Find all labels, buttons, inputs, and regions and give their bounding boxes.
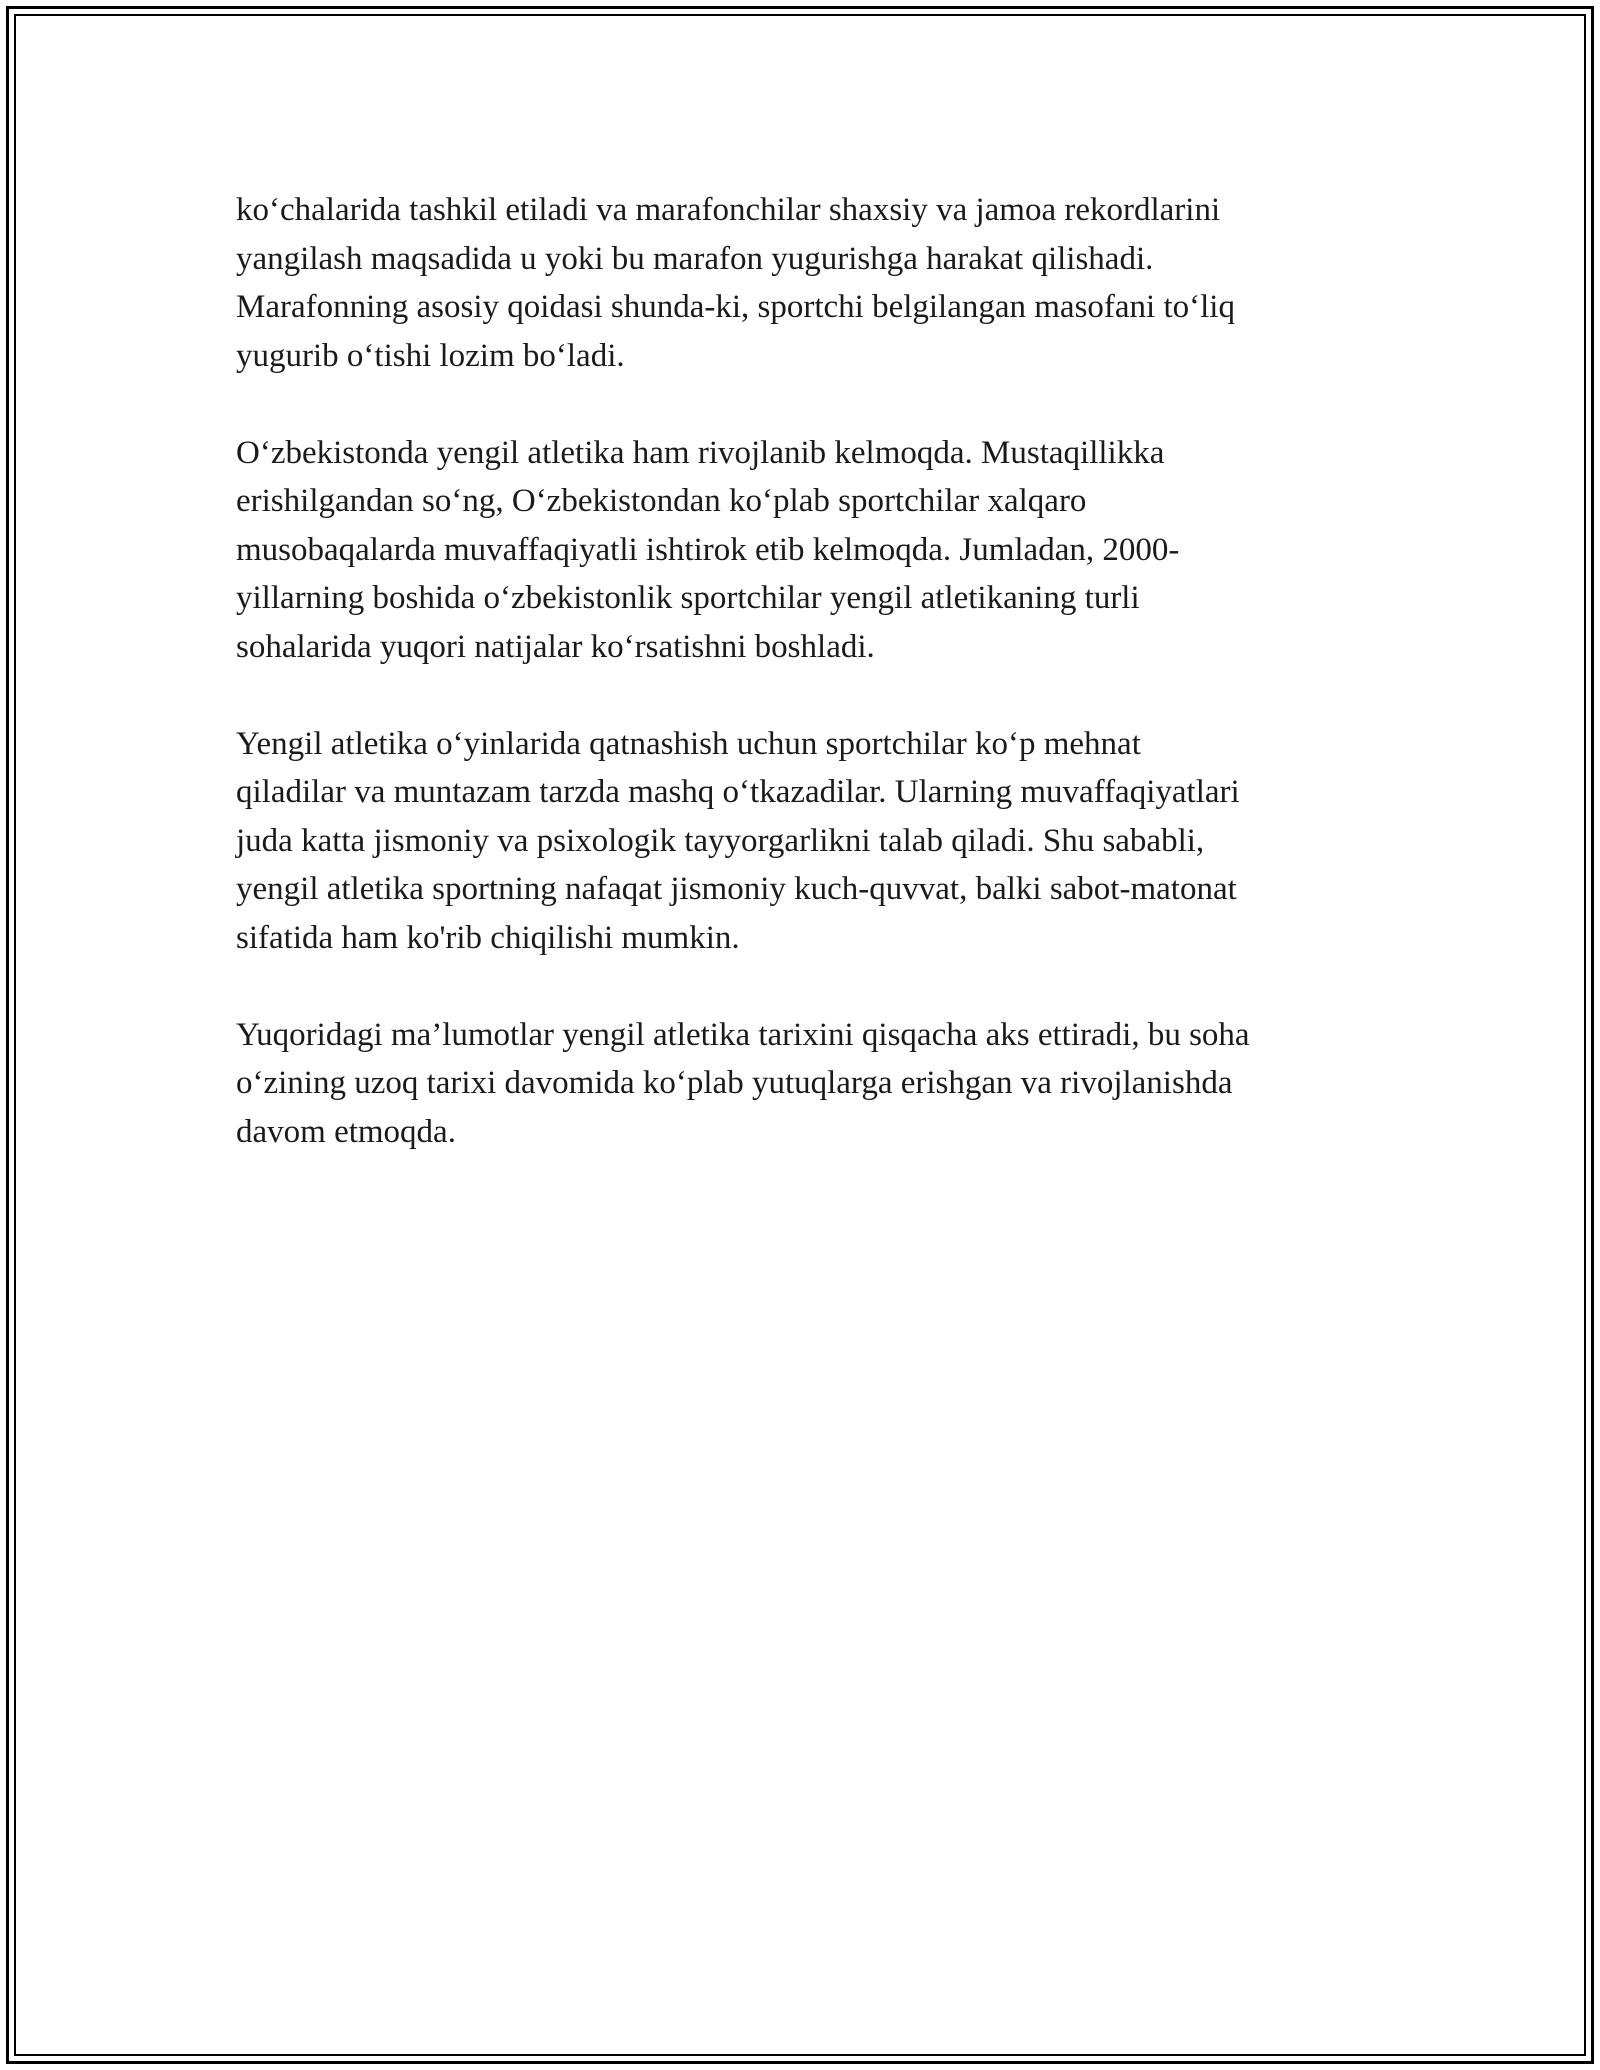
paragraph-uzbekistan-athletics: O‘zbekistonda yengil atletika ham rivojlanib kelmoqda. Mustaqillikka erishilgandan so‘ng, O‘zbekistondan ko‘plab sportchilar xalqaro musobaqalarda muvaffaqiyatli ishtirok etib kelmoqda. Jumladan, 2000- yillarning boshida o‘zbekistonlik sportchilar yengil atletikaning turli sohalarida yuqori natijalar ko‘rsatishni boshladi.	[236, 434, 1180, 665]
paragraph-marathon: ko‘chalarida tashkil etiladi va marafonchilar shaxsiy va jamoa rekordlarini yangilash maqsadida u yoki bu marafon yugurishga harakat qilishadi. Marafonning asosiy qoidasi shunda-ki, sportchi belgilangan masofani to‘liq yugurib o‘tishi lozim bo‘ladi.	[236, 192, 1235, 374]
document-body	[236, 186, 1386, 1205]
paragraph-conclusion: Yuqoridagi ma’lumotlar yengil atletika tarixini qisqacha aks ettiradi, bu soha o‘zining uzoq tarixi davomida ko‘plab yutuqlarga erishgan va rivojlanishda davom etmoqda.	[236, 1016, 1250, 1150]
paragraph-training: Yengil atletika o‘yinlarida qatnashish uchun sportchilar ko‘p mehnat qiladilar va muntazam tarzda mashq o‘tkazadilar. Ularning muvaffaqiyatlari juda katta jismoniy va psixologik tayyorgarlikni talab qiladi. Shu sababli, yengil atletika sportning nafaqat jismoniy kuch-quvvat, balki sabot-matonat sifatida ham ko'rib chiqilishi mumkin.	[236, 725, 1240, 956]
